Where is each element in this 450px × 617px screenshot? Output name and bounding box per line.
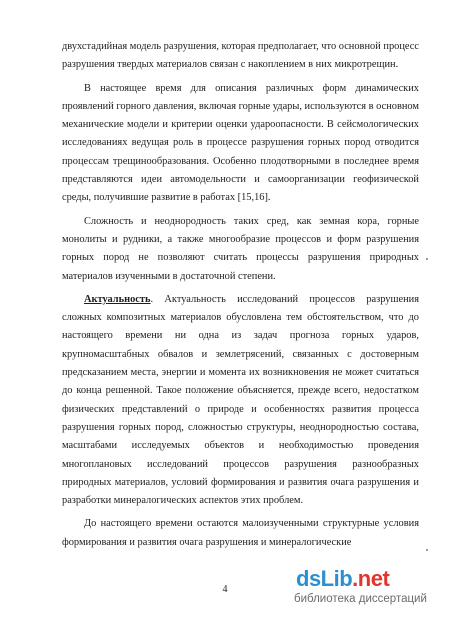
page-number: 4 (222, 584, 228, 595)
paragraph-4 (62, 291, 419, 511)
paragraph-2: В настоящее время для описания различных форм динамических проявлений горного давления, включая горные удары, используются в основном механические модели и критерии оценки удароопасности. В сейсмологических исследованиях ведущая роль в процессе разрушения горных пород отводится процессам трещинообразования. Особенно плодотворными в последнее время представляются идеи автомодельности и самоорганизации геофизической среды, получившие развитие в работах [15,16]. (62, 82, 420, 204)
paragraph-5: До настоящего времени остаются малоизученными структурные условия формирования и развития очага разрушения и минералогические (62, 518, 419, 548)
watermark-subtitle: библиотека диссертаций (294, 593, 427, 605)
watermark-title (296, 566, 389, 592)
paragraph-1: двухстадийная модель разрушения, которая предполагает, что основной процесс разрушения твердых материалов связан с накоплением в них микротрещин. (62, 41, 419, 71)
scan-speck (426, 258, 428, 260)
section-heading-relevance: Актуальность (84, 293, 151, 305)
watermark-logo (294, 566, 444, 612)
scan-speck (426, 549, 428, 551)
watermark-logo-part2: .net (352, 566, 390, 591)
watermark-logo-part1: dsLib (296, 566, 353, 591)
paragraph-3: Сложность и неоднородность таких сред, как земная кора, горные монолиты и рудники, а также многообразие процессов и форм разрушения горных пород не позволяют считать процессы разрушения природных материалов изученными в достаточной степени. (62, 215, 419, 282)
paragraph-4-text: . Актуальность исследований процессов разрушения сложных композитных материалов обусловлена тем обстоятельством, что до настоящего времени ни одна из задач прогноза горных ударов, крупномасштабных обвалов и землетрясений, связанных с достоверным предсказанием места, энергии и момента их возникновения не может считаться до конца решенной. Такое положение объясняется, прежде всего, недостатком физических представлений о природе и особенностях развития процесса разрушения горных пород, сложностью структуры, неоднородностью состава, масштабами исследуемых объектов и необходимостью проведения многоплановых исследований процессов разрушения разнообразных природных материалов, условий формирования и развития очага разрушения и разработки минералогических аспектов этих проблем. (62, 293, 419, 507)
body-text (62, 38, 419, 552)
